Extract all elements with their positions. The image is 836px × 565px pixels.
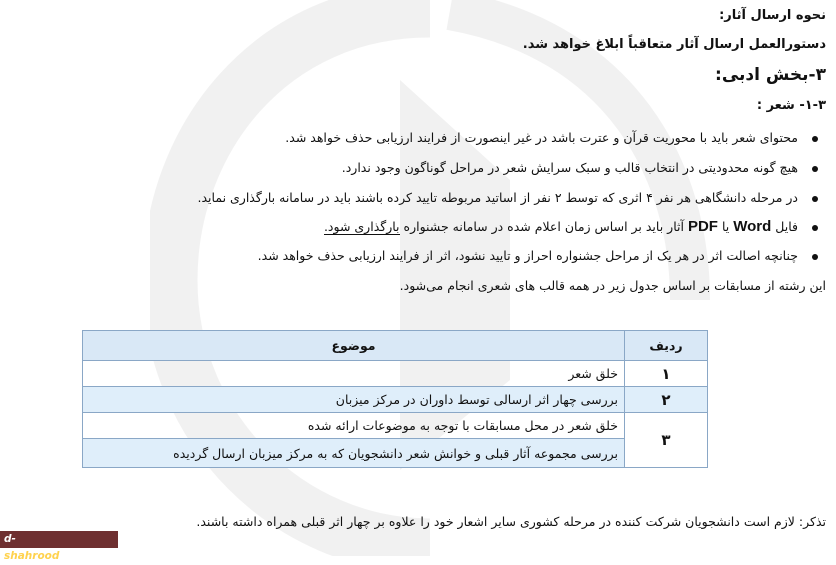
bullet-text-post: آثار باید بر اساس زمان اعلام شده در سامانه جشنواره [403, 219, 684, 234]
column-header-row-number: ردیف [625, 331, 708, 361]
table-row [83, 413, 708, 439]
footnote: تذکر: لازم است دانشجویان شرکت کننده در مرحله کشوری سایر اشعار خود را علاوه بر چهار اثر قبلی همراه داشته باشند. [196, 514, 826, 529]
bullet-dot [812, 196, 818, 202]
brand-suffix: .nus.ac.ir [59, 550, 115, 562]
bullet-item [324, 218, 818, 235]
column-header-subject: موضوع [83, 331, 625, 361]
table-row [83, 361, 708, 387]
site-brand-badge [0, 531, 118, 562]
poetry-subheading: ۱-۳- شعر : [756, 98, 826, 113]
submission-heading: نحوه ارسال آثار: [719, 8, 826, 23]
pdf-format-label: PDF [687, 218, 718, 235]
bullet-item [258, 248, 818, 263]
bullet-item [285, 130, 818, 145]
row-number: ۲ [625, 387, 708, 413]
bullet-dot [812, 254, 818, 260]
table-row [83, 439, 708, 468]
brand-highlight: shahrood [4, 550, 60, 562]
bullet-text: در مرحله دانشگاهی هر نفر ۴ اثری که توسط ۲ نفر از اساتید مربوطه تایید کرده باشند باید در سامانه بارگذاری نماید. [197, 190, 798, 205]
bullet-text-pre: فایل [775, 219, 798, 234]
bullet-dot [812, 166, 818, 172]
literary-section-heading: ۳-بخش ادبی: [715, 65, 826, 85]
bullet-text-or: یا [721, 219, 730, 234]
bullet-dot [812, 136, 818, 142]
row-subject: خلق شعر در محل مسابقات با توجه به موضوعات ارائه شده [83, 413, 625, 439]
word-format-label: Word [733, 218, 772, 235]
row-subject: خلق شعر [83, 361, 625, 387]
bullet-item [198, 190, 818, 205]
row-number: ۱ [625, 361, 708, 387]
upload-underlined-text: بارگذاری شود. [323, 219, 400, 234]
bullet-text: محتوای شعر باید با محوریت قرآن و عترت باشد در غیر اینصورت از فرایند ارزیابی حذف خواهد شد. [285, 130, 798, 145]
brand-prefix: d- [4, 533, 16, 545]
bullet-text: چنانچه اصالت اثر در هر یک از مراحل جشنواره احراز و تایید نشود، اثر از فرایند ارزیابی حذف خواهد شد. [257, 248, 798, 263]
table-header-row [83, 331, 708, 361]
table-row [83, 387, 708, 413]
bullet-dot [812, 225, 818, 231]
row-number: ۳ [625, 413, 708, 468]
row-subject: بررسی چهار اثر ارسالی توسط داوران در مرکز میزبان [83, 387, 625, 413]
row-subject: بررسی مجموعه آثار قبلی و خوانش شعر دانشجویان که به مرکز میزبان ارسال گردیده [83, 439, 625, 468]
submission-text: دستورالعمل ارسال آثار متعاقباً ابلاغ خواهد شد. [522, 37, 826, 52]
bullet-item [342, 160, 818, 175]
bullet-text: هیچ گونه محدودیتی در انتخاب قالب و سبک سرایش شعر در مراحل گوناگون وجود ندارد. [341, 160, 798, 175]
competition-table [82, 330, 708, 468]
intro-text: این رشته از مسابقات بر اساس جدول زیر در همه قالب های شعری انجام می‌شود. [399, 278, 826, 293]
